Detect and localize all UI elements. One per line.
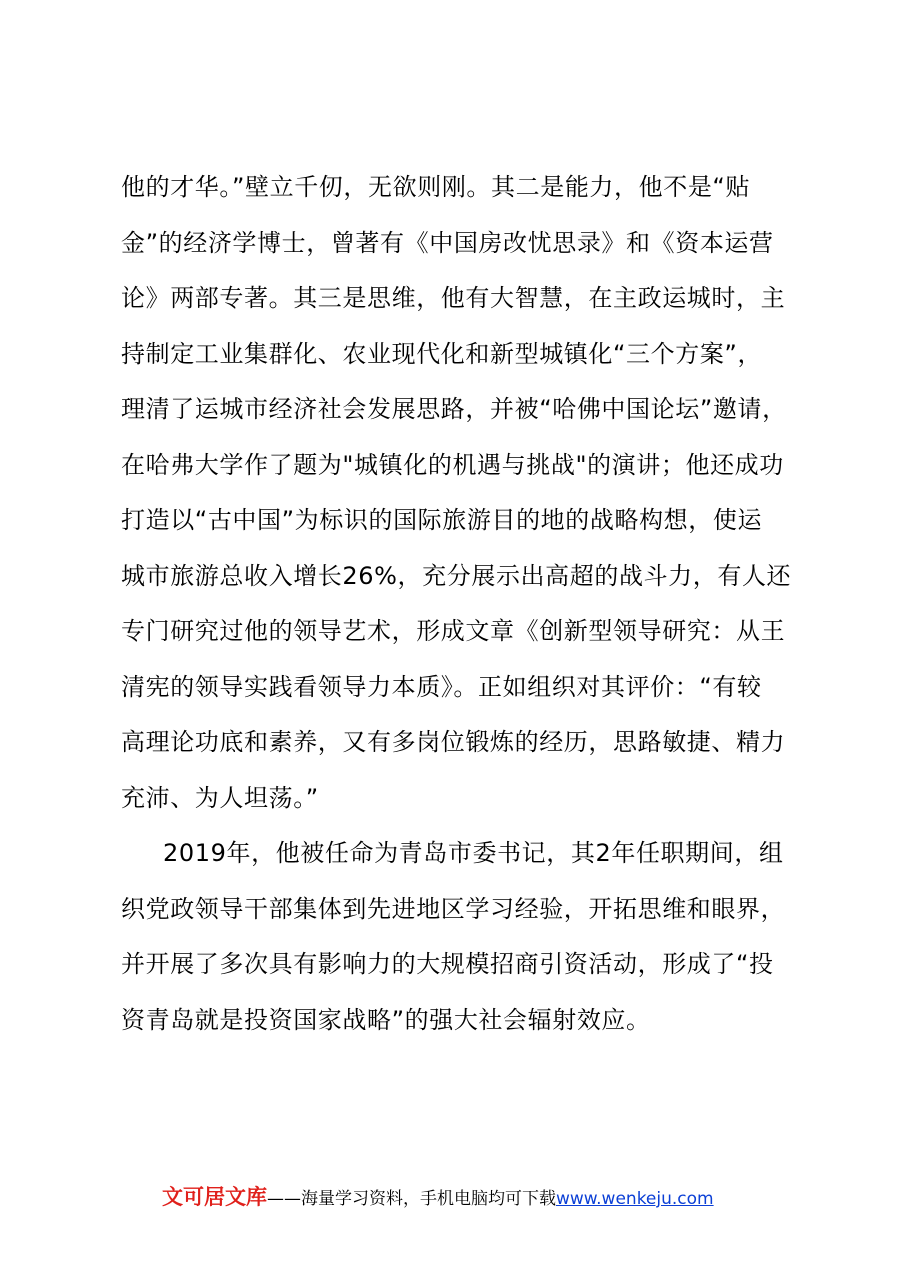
text-line: 资青岛就是投资国家战略”的强大社会辐射效应。 <box>121 1005 651 1034</box>
text-line: 理清了运城市经济社会发展思路，并被“哈佛中国论坛”邀请， <box>121 395 787 423</box>
footer-brand: 文可居文库 <box>162 1185 267 1209</box>
text-line: 论》两部专著。其三是思维，他有大智慧，在主政运城时，主 <box>121 284 786 312</box>
text-line: 专门研究过他的领导艺术，形成文章《创新型领导研究：从王 <box>121 617 786 645</box>
text-line: 织党政领导干部集体到先进地区学习经验，开拓思维和眼界， <box>121 894 786 923</box>
footer-website-link[interactable]: www.wenkeju.com <box>556 1189 714 1209</box>
text-line: 在哈弗大学作了题为"城镇化的机遇与挑战"的演讲；他还成功 <box>121 450 784 479</box>
footer-tagline: ——海量学习资料，手机电脑均可下载 <box>267 1189 556 1209</box>
page-footer <box>162 1180 714 1214</box>
text-line: 打造以“古中国”为标识的国际旅游目的地的战略构想，使运 <box>121 506 763 534</box>
paragraph-start-line: 2019年，他被任命为青岛市委书记，其2年任职期间，组 <box>163 839 784 867</box>
text-line: 清宪的领导实践看领导力本质》。正如组织对其评价：“有较 <box>121 672 762 701</box>
text-line: 充沛、为人坦荡。” <box>121 783 319 812</box>
text-line: 持制定工业集群化、农业现代化和新型城镇化“三个方案”， <box>121 339 763 368</box>
text-line: 城市旅游总收入增长26%，充分展示出高超的战斗力，有人还 <box>121 561 792 590</box>
text-line: 并开展了多次具有影响力的大规模招商引资活动，形成了“投 <box>121 950 774 978</box>
text-line: 高理论功底和素养，又有多岗位锻炼的经历，思路敏捷、精力 <box>121 728 786 756</box>
text-line: 他的才华。”壁立千仞，无欲则刚。其二是能力，他不是“贴 <box>121 173 751 201</box>
document-body <box>121 160 821 1048</box>
text-line: 金”的经济学博士，曾著有《中国房改忧思录》和《资本运营 <box>121 228 774 257</box>
